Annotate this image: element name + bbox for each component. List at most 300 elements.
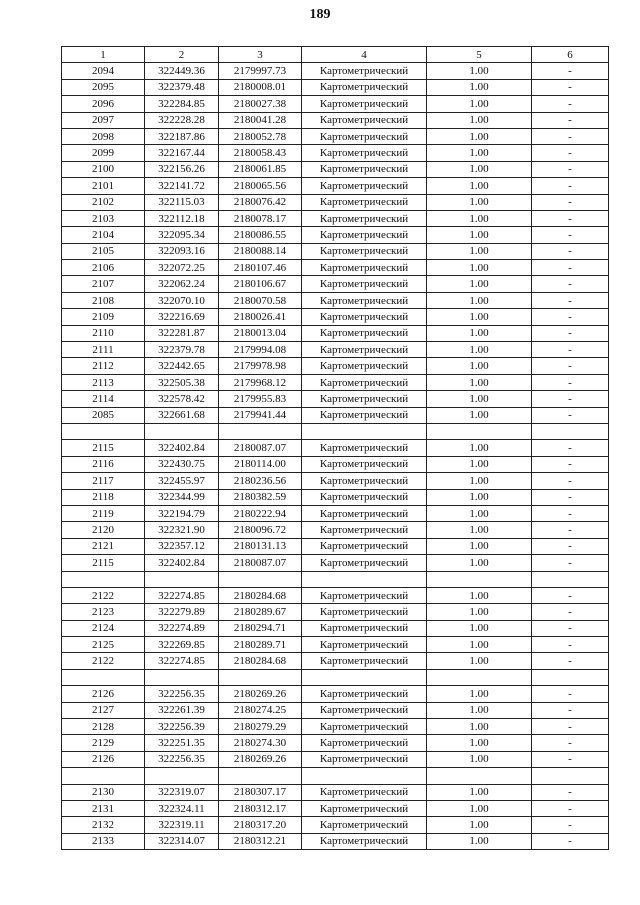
- table-row: [62, 391, 609, 407]
- table-row: [62, 653, 609, 669]
- cell-point-number: [62, 669, 145, 685]
- cell-point-number: 2099: [62, 145, 145, 161]
- cell-accuracy: 1.00: [427, 653, 532, 669]
- cell-method: Картометрический: [302, 194, 427, 210]
- cell-point-number: 2106: [62, 260, 145, 276]
- coordinates-table: [61, 46, 609, 850]
- cell-point-number: 2094: [62, 63, 145, 79]
- cell-x-coordinate: 322274.85: [145, 587, 219, 603]
- table-row: [62, 555, 609, 571]
- cell-point-number: 2121: [62, 538, 145, 554]
- cell-method: Картометрический: [302, 505, 427, 521]
- cell-accuracy: 1.00: [427, 63, 532, 79]
- cell-y-coordinate: 2180114.00: [219, 456, 302, 472]
- cell-method: Картометрический: [302, 178, 427, 194]
- cell-note: -: [532, 702, 609, 718]
- cell-note: -: [532, 686, 609, 702]
- cell-accuracy: 1.00: [427, 555, 532, 571]
- cell-y-coordinate: [219, 768, 302, 784]
- table-row: [62, 440, 609, 456]
- cell-y-coordinate: 2180317.20: [219, 817, 302, 833]
- cell-accuracy: 1.00: [427, 358, 532, 374]
- cell-method: Картометрический: [302, 63, 427, 79]
- cell-point-number: 2128: [62, 719, 145, 735]
- cell-note: -: [532, 342, 609, 358]
- cell-y-coordinate: 2180269.26: [219, 751, 302, 767]
- cell-point-number: [62, 768, 145, 784]
- cell-note: -: [532, 178, 609, 194]
- table-row: [62, 833, 609, 849]
- cell-accuracy: 1.00: [427, 686, 532, 702]
- cell-x-coordinate: 322314.07: [145, 833, 219, 849]
- cell-method: Картометрический: [302, 96, 427, 112]
- cell-y-coordinate: 2180065.56: [219, 178, 302, 194]
- table-row: [62, 735, 609, 751]
- cell-accuracy: 1.00: [427, 128, 532, 144]
- cell-x-coordinate: 322402.84: [145, 440, 219, 456]
- cell-note: -: [532, 128, 609, 144]
- table-row: [62, 276, 609, 292]
- cell-accuracy: 1.00: [427, 735, 532, 751]
- cell-method: Картометрический: [302, 374, 427, 390]
- cell-note: -: [532, 358, 609, 374]
- table-row: [62, 79, 609, 95]
- cell-point-number: 2107: [62, 276, 145, 292]
- cell-y-coordinate: 2179997.73: [219, 63, 302, 79]
- cell-accuracy: 1.00: [427, 751, 532, 767]
- cell-x-coordinate: 322505.38: [145, 374, 219, 390]
- cell-note: -: [532, 63, 609, 79]
- cell-method: Картометрический: [302, 587, 427, 603]
- cell-note: -: [532, 538, 609, 554]
- cell-method: Картометрический: [302, 489, 427, 505]
- cell-note: [532, 669, 609, 685]
- header-cell-x-coordinate: 2: [145, 47, 219, 63]
- cell-note: -: [532, 604, 609, 620]
- cell-x-coordinate: 322279.89: [145, 604, 219, 620]
- cell-method: Картометрический: [302, 440, 427, 456]
- table-row: [62, 374, 609, 390]
- cell-point-number: 2103: [62, 210, 145, 226]
- cell-x-coordinate: 322379.78: [145, 342, 219, 358]
- cell-point-number: 2118: [62, 489, 145, 505]
- cell-y-coordinate: 2179978.98: [219, 358, 302, 374]
- cell-method: Картометрический: [302, 161, 427, 177]
- table-row: [62, 260, 609, 276]
- cell-y-coordinate: 2180087.07: [219, 555, 302, 571]
- cell-note: -: [532, 522, 609, 538]
- cell-point-number: 2123: [62, 604, 145, 620]
- cell-x-coordinate: 322256.35: [145, 686, 219, 702]
- cell-point-number: 2102: [62, 194, 145, 210]
- cell-x-coordinate: 322256.39: [145, 719, 219, 735]
- cell-y-coordinate: 2180013.04: [219, 325, 302, 341]
- table-row: [62, 292, 609, 308]
- cell-accuracy: 1.00: [427, 456, 532, 472]
- table-row: [62, 751, 609, 767]
- cell-y-coordinate: 2180274.25: [219, 702, 302, 718]
- cell-method: Картометрический: [302, 79, 427, 95]
- cell-y-coordinate: 2180236.56: [219, 473, 302, 489]
- cell-accuracy: 1.00: [427, 374, 532, 390]
- cell-method: Картометрический: [302, 473, 427, 489]
- cell-y-coordinate: 2180041.28: [219, 112, 302, 128]
- cell-x-coordinate: 322430.75: [145, 456, 219, 472]
- cell-x-coordinate: 322115.03: [145, 194, 219, 210]
- cell-point-number: 2110: [62, 325, 145, 341]
- cell-accuracy: 1.00: [427, 620, 532, 636]
- cell-point-number: 2122: [62, 653, 145, 669]
- cell-accuracy: 1.00: [427, 178, 532, 194]
- cell-method: Картометрический: [302, 210, 427, 226]
- cell-accuracy: 1.00: [427, 260, 532, 276]
- cell-accuracy: 1.00: [427, 473, 532, 489]
- cell-point-number: 2101: [62, 178, 145, 194]
- cell-method: Картометрический: [302, 309, 427, 325]
- cell-y-coordinate: 2180279.29: [219, 719, 302, 735]
- cell-note: -: [532, 817, 609, 833]
- cell-method: [302, 423, 427, 439]
- cell-x-coordinate: 322251.35: [145, 735, 219, 751]
- cell-accuracy: 1.00: [427, 604, 532, 620]
- cell-x-coordinate: 322578.42: [145, 391, 219, 407]
- header-cell-point-number: 1: [62, 47, 145, 63]
- cell-x-coordinate: 322216.69: [145, 309, 219, 325]
- cell-accuracy: 1.00: [427, 833, 532, 849]
- cell-point-number: 2116: [62, 456, 145, 472]
- cell-x-coordinate: 322455.97: [145, 473, 219, 489]
- header-cell-y-coordinate: 3: [219, 47, 302, 63]
- header-cell-note: 6: [532, 47, 609, 63]
- cell-x-coordinate: 322256.35: [145, 751, 219, 767]
- cell-accuracy: 1.00: [427, 587, 532, 603]
- cell-method: Картометрический: [302, 604, 427, 620]
- cell-y-coordinate: 2180076.42: [219, 194, 302, 210]
- cell-y-coordinate: 2180222.94: [219, 505, 302, 521]
- cell-point-number: 2113: [62, 374, 145, 390]
- cell-x-coordinate: 322274.89: [145, 620, 219, 636]
- cell-x-coordinate: 322072.25: [145, 260, 219, 276]
- cell-method: Картометрический: [302, 522, 427, 538]
- cell-note: -: [532, 292, 609, 308]
- cell-note: -: [532, 161, 609, 177]
- cell-point-number: 2129: [62, 735, 145, 751]
- cell-y-coordinate: 2180312.21: [219, 833, 302, 849]
- cell-point-number: 2115: [62, 555, 145, 571]
- cell-note: -: [532, 637, 609, 653]
- cell-method: Картометрический: [302, 637, 427, 653]
- cell-point-number: 2132: [62, 817, 145, 833]
- cell-accuracy: 1.00: [427, 227, 532, 243]
- cell-accuracy: [427, 768, 532, 784]
- cell-x-coordinate: [145, 571, 219, 587]
- separator-row: [62, 423, 609, 439]
- cell-x-coordinate: 322402.84: [145, 555, 219, 571]
- cell-method: Картометрический: [302, 342, 427, 358]
- cell-point-number: [62, 571, 145, 587]
- cell-note: -: [532, 243, 609, 259]
- cell-x-coordinate: 322194.79: [145, 505, 219, 521]
- cell-note: -: [532, 391, 609, 407]
- cell-note: -: [532, 440, 609, 456]
- cell-x-coordinate: 322187.86: [145, 128, 219, 144]
- table-row: [62, 325, 609, 341]
- cell-accuracy: 1.00: [427, 784, 532, 800]
- cell-y-coordinate: 2180106.67: [219, 276, 302, 292]
- separator-row: [62, 768, 609, 784]
- table-row: [62, 686, 609, 702]
- cell-x-coordinate: 322167.44: [145, 145, 219, 161]
- cell-x-coordinate: 322357.12: [145, 538, 219, 554]
- table-row: [62, 637, 609, 653]
- cell-method: Картометрический: [302, 391, 427, 407]
- cell-y-coordinate: [219, 669, 302, 685]
- cell-method: Картометрический: [302, 112, 427, 128]
- cell-accuracy: 1.00: [427, 702, 532, 718]
- cell-y-coordinate: [219, 423, 302, 439]
- cell-point-number: 2085: [62, 407, 145, 423]
- cell-point-number: 2120: [62, 522, 145, 538]
- table-row: [62, 210, 609, 226]
- cell-point-number: 2096: [62, 96, 145, 112]
- table-row: [62, 719, 609, 735]
- cell-x-coordinate: 322344.99: [145, 489, 219, 505]
- cell-note: [532, 571, 609, 587]
- cell-x-coordinate: 322284.85: [145, 96, 219, 112]
- cell-point-number: 2111: [62, 342, 145, 358]
- cell-y-coordinate: 2180312.17: [219, 800, 302, 816]
- table-row: [62, 161, 609, 177]
- cell-point-number: 2125: [62, 637, 145, 653]
- cell-method: Картометрический: [302, 686, 427, 702]
- table-row: [62, 145, 609, 161]
- cell-note: -: [532, 587, 609, 603]
- cell-note: -: [532, 325, 609, 341]
- cell-x-coordinate: 322269.85: [145, 637, 219, 653]
- cell-x-coordinate: 322070.10: [145, 292, 219, 308]
- cell-method: Картометрический: [302, 325, 427, 341]
- cell-accuracy: 1.00: [427, 391, 532, 407]
- cell-note: -: [532, 227, 609, 243]
- cell-accuracy: 1.00: [427, 522, 532, 538]
- cell-method: [302, 669, 427, 685]
- cell-accuracy: [427, 423, 532, 439]
- separator-row: [62, 571, 609, 587]
- cell-note: -: [532, 374, 609, 390]
- cell-note: -: [532, 735, 609, 751]
- cell-y-coordinate: 2179941.44: [219, 407, 302, 423]
- cell-point-number: 2130: [62, 784, 145, 800]
- cell-y-coordinate: 2180284.68: [219, 587, 302, 603]
- table-row: [62, 538, 609, 554]
- cell-method: Картометрический: [302, 407, 427, 423]
- cell-method: Картометрический: [302, 145, 427, 161]
- cell-accuracy: 1.00: [427, 112, 532, 128]
- table-row: [62, 407, 609, 423]
- cell-note: -: [532, 309, 609, 325]
- cell-method: Картометрический: [302, 243, 427, 259]
- cell-y-coordinate: 2179968.12: [219, 374, 302, 390]
- cell-method: Картометрический: [302, 358, 427, 374]
- table-row: [62, 243, 609, 259]
- cell-x-coordinate: 322324.11: [145, 800, 219, 816]
- cell-x-coordinate: 322319.07: [145, 784, 219, 800]
- cell-point-number: 2127: [62, 702, 145, 718]
- cell-x-coordinate: 322228.28: [145, 112, 219, 128]
- cell-accuracy: 1.00: [427, 276, 532, 292]
- cell-y-coordinate: 2179994.08: [219, 342, 302, 358]
- cell-point-number: 2131: [62, 800, 145, 816]
- cell-y-coordinate: 2180307.17: [219, 784, 302, 800]
- cell-note: -: [532, 505, 609, 521]
- cell-note: -: [532, 260, 609, 276]
- cell-x-coordinate: 322379.48: [145, 79, 219, 95]
- cell-y-coordinate: 2180086.55: [219, 227, 302, 243]
- cell-point-number: 2095: [62, 79, 145, 95]
- cell-point-number: 2124: [62, 620, 145, 636]
- cell-point-number: 2122: [62, 587, 145, 603]
- cell-x-coordinate: 322095.34: [145, 227, 219, 243]
- cell-point-number: 2105: [62, 243, 145, 259]
- cell-y-coordinate: 2180088.14: [219, 243, 302, 259]
- cell-accuracy: [427, 669, 532, 685]
- cell-point-number: 2133: [62, 833, 145, 849]
- header-cell-accuracy: 5: [427, 47, 532, 63]
- cell-accuracy: 1.00: [427, 489, 532, 505]
- cell-point-number: 2126: [62, 686, 145, 702]
- table-row: [62, 489, 609, 505]
- cell-point-number: 2100: [62, 161, 145, 177]
- cell-accuracy: 1.00: [427, 210, 532, 226]
- cell-y-coordinate: 2180070.58: [219, 292, 302, 308]
- table-row: [62, 309, 609, 325]
- cell-y-coordinate: 2180027.38: [219, 96, 302, 112]
- cell-x-coordinate: [145, 669, 219, 685]
- cell-point-number: 2098: [62, 128, 145, 144]
- cell-accuracy: 1.00: [427, 817, 532, 833]
- table-row: [62, 505, 609, 521]
- cell-method: Картометрический: [302, 538, 427, 554]
- cell-x-coordinate: 322281.87: [145, 325, 219, 341]
- cell-x-coordinate: 322449.36: [145, 63, 219, 79]
- cell-x-coordinate: 322661.68: [145, 407, 219, 423]
- cell-y-coordinate: 2180382.59: [219, 489, 302, 505]
- cell-accuracy: 1.00: [427, 145, 532, 161]
- cell-accuracy: 1.00: [427, 440, 532, 456]
- cell-y-coordinate: 2180294.71: [219, 620, 302, 636]
- table-row: [62, 620, 609, 636]
- table-body: [62, 63, 609, 850]
- page-number: 189: [309, 7, 331, 22]
- cell-method: Картометрический: [302, 702, 427, 718]
- cell-accuracy: 1.00: [427, 161, 532, 177]
- table-row: [62, 817, 609, 833]
- cell-point-number: 2126: [62, 751, 145, 767]
- cell-accuracy: 1.00: [427, 96, 532, 112]
- cell-accuracy: [427, 571, 532, 587]
- cell-accuracy: 1.00: [427, 505, 532, 521]
- cell-y-coordinate: 2180078.17: [219, 210, 302, 226]
- cell-accuracy: 1.00: [427, 325, 532, 341]
- cell-x-coordinate: 322319.11: [145, 817, 219, 833]
- cell-note: -: [532, 784, 609, 800]
- cell-x-coordinate: 322093.16: [145, 243, 219, 259]
- cell-x-coordinate: [145, 768, 219, 784]
- cell-y-coordinate: 2180008.01: [219, 79, 302, 95]
- cell-method: Картометрический: [302, 735, 427, 751]
- cell-y-coordinate: 2180289.67: [219, 604, 302, 620]
- cell-method: Картометрический: [302, 620, 427, 636]
- cell-y-coordinate: 2180026.41: [219, 309, 302, 325]
- cell-point-number: 2119: [62, 505, 145, 521]
- cell-x-coordinate: 322261.39: [145, 702, 219, 718]
- table-row: [62, 342, 609, 358]
- cell-method: Картометрический: [302, 227, 427, 243]
- cell-method: Картометрический: [302, 276, 427, 292]
- cell-accuracy: 1.00: [427, 292, 532, 308]
- cell-point-number: 2112: [62, 358, 145, 374]
- cell-note: -: [532, 407, 609, 423]
- cell-note: -: [532, 79, 609, 95]
- cell-method: Картометрический: [302, 817, 427, 833]
- cell-note: -: [532, 276, 609, 292]
- cell-method: Картометрический: [302, 719, 427, 735]
- cell-point-number: 2104: [62, 227, 145, 243]
- table-row: [62, 63, 609, 79]
- cell-accuracy: 1.00: [427, 407, 532, 423]
- cell-point-number: [62, 423, 145, 439]
- table-row: [62, 473, 609, 489]
- cell-accuracy: 1.00: [427, 637, 532, 653]
- cell-method: Картометрический: [302, 292, 427, 308]
- cell-note: -: [532, 800, 609, 816]
- cell-x-coordinate: 322062.24: [145, 276, 219, 292]
- cell-note: -: [532, 96, 609, 112]
- cell-note: -: [532, 751, 609, 767]
- cell-note: -: [532, 456, 609, 472]
- cell-note: -: [532, 719, 609, 735]
- cell-note: [532, 768, 609, 784]
- cell-accuracy: 1.00: [427, 79, 532, 95]
- table-row: [62, 128, 609, 144]
- cell-accuracy: 1.00: [427, 538, 532, 554]
- table-row: [62, 358, 609, 374]
- cell-point-number: 2117: [62, 473, 145, 489]
- cell-y-coordinate: 2180052.78: [219, 128, 302, 144]
- cell-method: [302, 571, 427, 587]
- cell-point-number: 2097: [62, 112, 145, 128]
- cell-x-coordinate: 322141.72: [145, 178, 219, 194]
- cell-note: -: [532, 833, 609, 849]
- cell-note: -: [532, 555, 609, 571]
- cell-point-number: 2114: [62, 391, 145, 407]
- table-row: [62, 702, 609, 718]
- cell-y-coordinate: 2179955.83: [219, 391, 302, 407]
- cell-note: -: [532, 145, 609, 161]
- cell-x-coordinate: 322274.85: [145, 653, 219, 669]
- cell-accuracy: 1.00: [427, 800, 532, 816]
- cell-accuracy: 1.00: [427, 194, 532, 210]
- cell-y-coordinate: 2180269.26: [219, 686, 302, 702]
- header-row: [62, 47, 609, 63]
- cell-note: -: [532, 620, 609, 636]
- cell-x-coordinate: 322442.65: [145, 358, 219, 374]
- cell-note: -: [532, 112, 609, 128]
- cell-accuracy: 1.00: [427, 719, 532, 735]
- cell-note: [532, 423, 609, 439]
- cell-x-coordinate: 322156.26: [145, 161, 219, 177]
- cell-method: Картометрический: [302, 751, 427, 767]
